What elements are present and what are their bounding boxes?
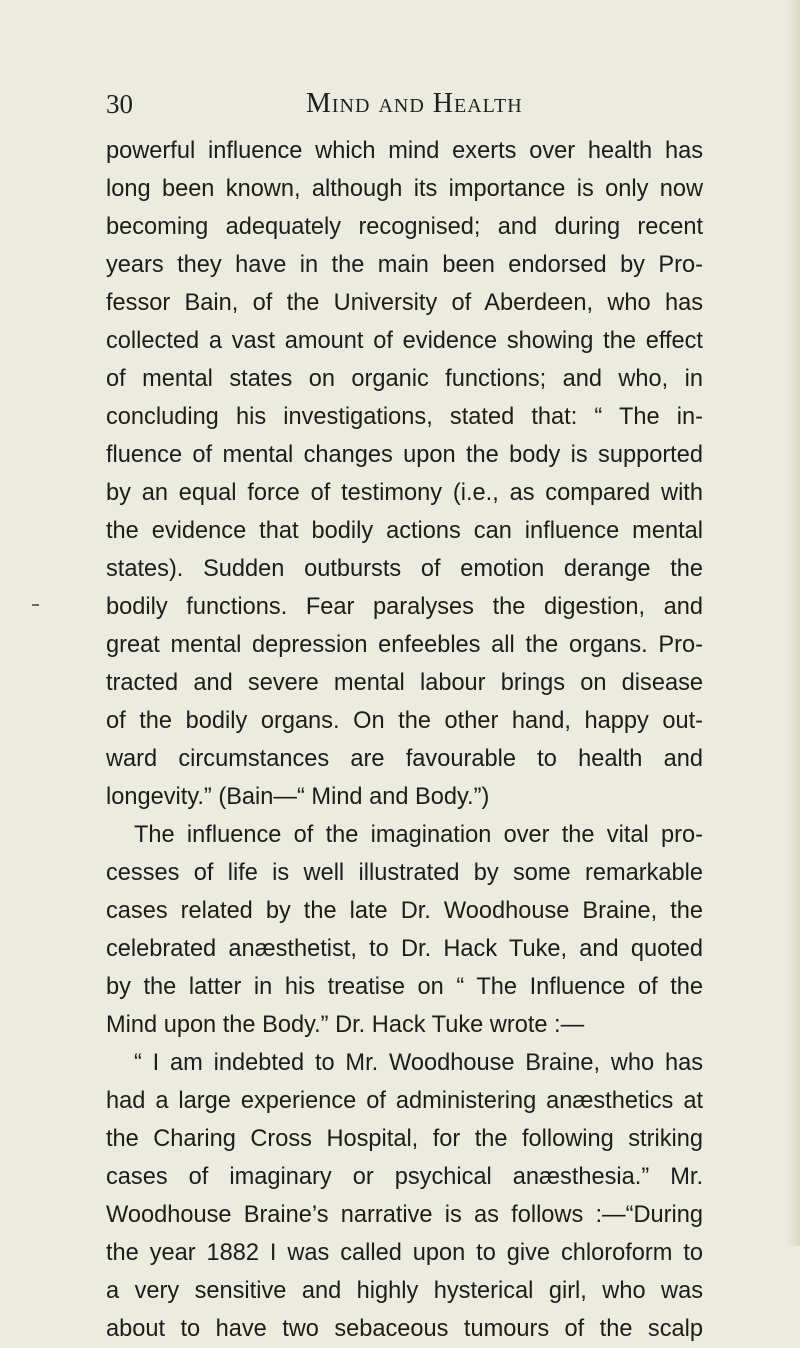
page-header — [106, 86, 706, 126]
text-line: the Charing Cross Hospital, for the following striking — [106, 1126, 703, 1152]
text-line: about to have two sebaceous tumours of the scalp — [106, 1316, 703, 1342]
text-line: of mental states on organic functions; and who, in — [106, 366, 703, 392]
text-line: Mind upon the Body.” Dr. Hack Tuke wrote :— — [106, 1012, 585, 1038]
page-edge-shadow — [786, 0, 800, 1246]
text-line: the year 1882 I was called upon to give chloroform to — [106, 1240, 703, 1266]
text-line: long been known, although its importance is only now — [106, 176, 703, 202]
text-line: celebrated anæsthetist, to Dr. Hack Tuke, and quoted — [106, 936, 703, 962]
text-line: collected a vast amount of evidence showing the effect — [106, 328, 703, 354]
text-line: becoming adequately recognised; and during recent — [106, 214, 703, 240]
text-line: had a large experience of administering anæsthetics at — [106, 1088, 703, 1114]
text-line: Woodhouse Braine’s narrative is as follows :—“During — [106, 1202, 703, 1228]
text-line: by an equal force of testimony (i.e., as compared with — [106, 480, 703, 506]
text-line: cases of imaginary or psychical anæsthesia.” Mr. — [106, 1164, 703, 1190]
text-line: cesses of life is well illustrated by some remarkable — [106, 860, 703, 886]
text-line: fessor Bain, of the University of Aberdeen, who has — [106, 290, 703, 316]
text-line: The influence of the imagination over the vital pro- — [134, 822, 703, 848]
running-head: Mind and Health — [306, 88, 523, 119]
body-text — [106, 132, 703, 1348]
text-line: of the bodily organs. On the other hand, happy out- — [106, 708, 703, 734]
text-line: a very sensitive and highly hysterical girl, who was — [106, 1278, 703, 1304]
text-line: great mental depression enfeebles all the organs. Pro- — [106, 632, 703, 658]
text-line: the evidence that bodily actions can influence mental — [106, 518, 703, 544]
text-line: concluding his investigations, stated that: “ The in- — [106, 404, 703, 430]
page-number: 30 — [106, 89, 133, 119]
text-line: ward circumstances are favourable to health and — [106, 746, 703, 772]
text-line: powerful influence which mind exerts over health has — [106, 138, 703, 164]
text-line: longevity.” (Bain—“ Mind and Body.”) — [106, 784, 490, 810]
text-line: tracted and severe mental labour brings on disease — [106, 670, 703, 696]
text-line: “ I am indebted to Mr. Woodhouse Braine, who has — [134, 1050, 703, 1076]
text-line: states). Sudden outbursts of emotion derange the — [106, 556, 703, 582]
text-line: years they have in the main been endorsed by Pro- — [106, 252, 703, 278]
margin-mark — [32, 604, 39, 606]
text-line: fluence of mental changes upon the body is supported — [106, 442, 703, 468]
text-line: cases related by the late Dr. Woodhouse Braine, the — [106, 898, 703, 924]
text-line: by the latter in his treatise on “ The Influence of the — [106, 974, 703, 1000]
text-line: bodily functions. Fear paralyses the digestion, and — [106, 594, 703, 620]
